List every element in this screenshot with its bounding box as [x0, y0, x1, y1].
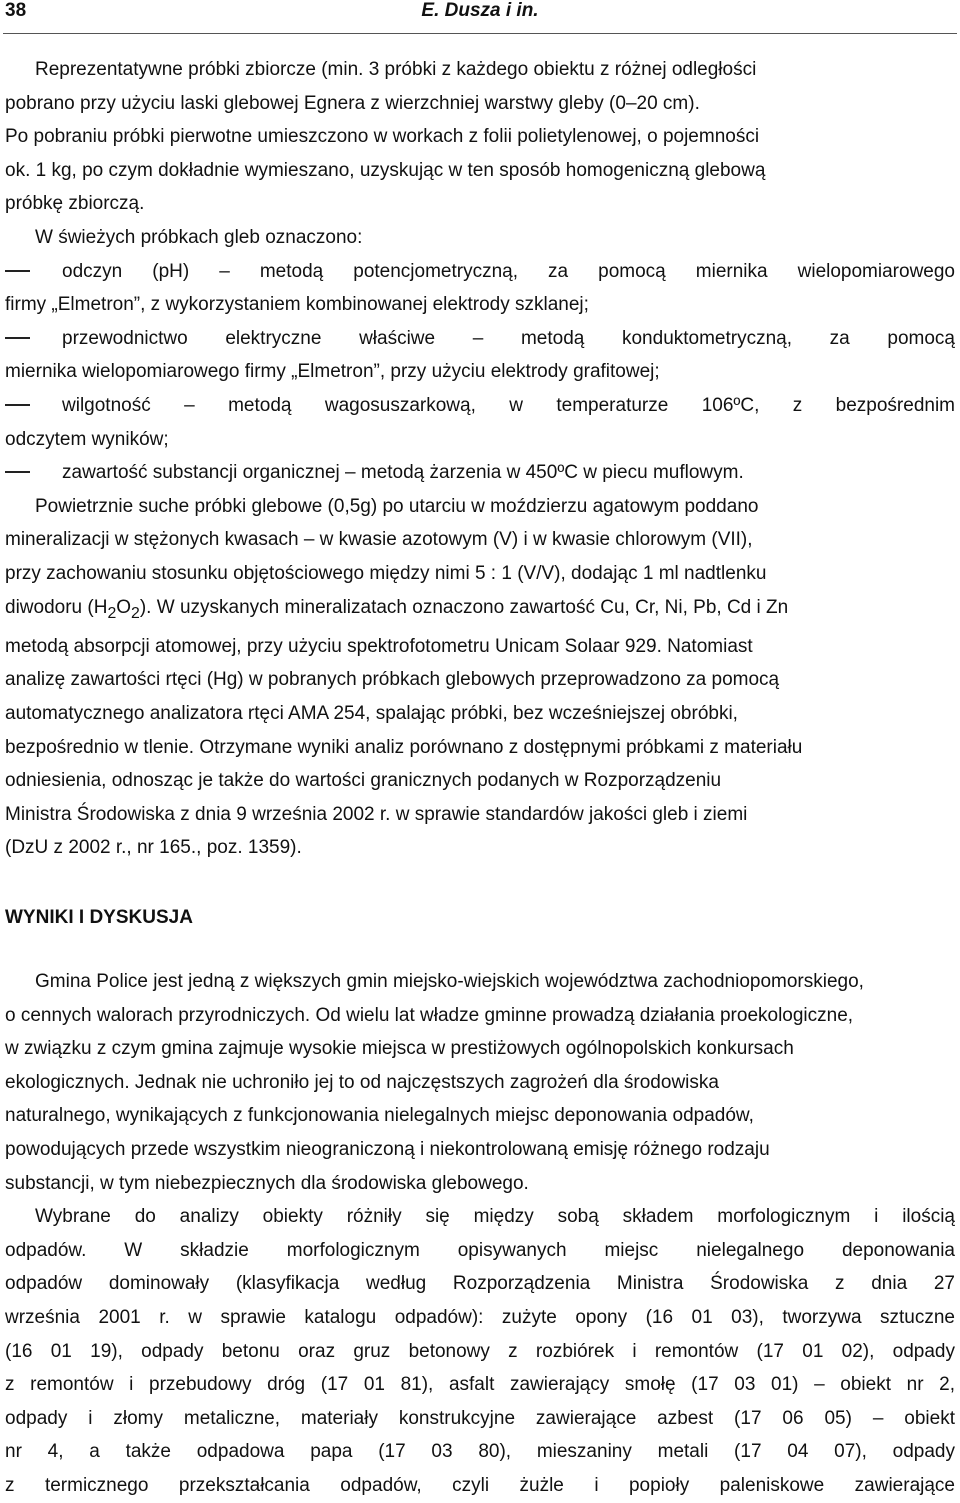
- mineralization-text-o: O: [116, 596, 132, 618]
- mineralization-text-end: ). W uzyskanych mineralizatach oznaczono zawartość Cu, Cr, Ni, Pb, Cd i Zn metodą absorpcji atomowej, przy użyciu spektrofotometru Unicam Solaar 929. Natomiast analizę zawartości rtęci (Hg) w pobranych próbkach glebowych przeprowadzono za pomocą automatycznego analizatora rtęci AMA 254, spalając próbki, bez wcześniejszej obróbki, bezpośrednio w tlenie. Otrzymane wyniki analiz porównano z dostępnymi próbkami z materiału odniesienia, odnosząc je także do wartości granicznych podanych w Rozporządzeniu Ministra Środowiska z dnia 9 września 2002 r. w sprawie standardów jakości gleb i ziemi (DzU z 2002 r., nr 165., poz. 1359).: [5, 596, 803, 859]
- list-item-continuation: odczytem wyników;: [5, 428, 169, 450]
- list-item-ph: [5, 255, 955, 322]
- header-divider: [3, 33, 957, 34]
- list-item-continuation: miernika wielopomiarowego firmy „Elmetron”, przy użyciu elektrody grafitowej;: [5, 361, 660, 383]
- results-paragraph-1: Gmina Police jest jedną z większych gmin miejsko-wiejskich województwa zachodniopomorskiego, o cennych walorach przyrodniczych. Od wielu lat władze gminne prowadzą działania proekologiczne, w związku z czym gmina zajmuje wysokie miejsca w prestiżowych ogólnopolskich konkursach ekologicznych. Jednak nie uchroniło jej to od najczęstszych zagrożeń dla środowiska naturalnego, wynikających z funkcjonowania nielegalnych miejsc deponowania odpadów, powodujących przede wszystkim nieograniczoną i niekontrolowaną emisję różnego rodzaju substancji, w tym niebezpiecznych dla środowiska glebowego.: [5, 971, 864, 1194]
- article-body: [5, 53, 955, 1503]
- section-heading: WYNIKI I DYSKUSJA: [5, 907, 193, 929]
- dash-bullet: [5, 270, 30, 272]
- list-item-moisture: [5, 389, 955, 456]
- list-item-continuation: firmy „Elmetron”, z wykorzystaniem kombinowanej elektrody szklanej;: [5, 294, 589, 316]
- methods-paragraph-mineralization: [5, 490, 955, 865]
- mineralization-text-start: Powietrznie suche próbki glebowe (0,5g) po utarciu w moździerzu agatowym poddano mineralizacji w stężonych kwasach – w kwasie azotowym (V) i w kwasie chlorowym (VII), przy zachowaniu stosunku objętościowego między nimi 5 : 1 (V/V), dodając 1 ml nadtlenku diwodoru (H: [5, 495, 767, 618]
- dash-bullet: [5, 471, 30, 473]
- list-item-text: wilgotność – metodą wagosuszarkową, w temperaturze 106ºC, z bezpośrednim: [62, 394, 955, 416]
- dash-bullet: [5, 337, 30, 339]
- list-item-text: odczyn (pH) – metodą potencjometryczną, za pomocą miernika wielopomiarowego: [62, 260, 955, 282]
- list-item-text: zawartość substancji organicznej – metodą żarzenia w 450ºC w piecu muflowym.: [62, 462, 744, 484]
- list-item-text: przewodnictwo elektryczne właściwe – metodą konduktometryczną, za pomocą: [62, 327, 955, 349]
- methods-list-intro: W świeżych próbkach gleb oznaczono:: [35, 226, 363, 248]
- results-paragraph-2: Wybrane do analizy obiekty różniły się między sobą składem morfologicznym i ilością odpadów. W składzie morfologicznym opisywanych miejsc nielegalnego deponowania odpadów dominowały (klasyfikacja według Rozporządzenia Ministra Środowiska z dnia 27 września 2001 r. w sprawie katalogu odpadów): zużyte opony (16 01 03), tworzywa sztuczne (16 01 19), odpady betonu oraz gruz betonowy z rozbiórek i remontów (17 01 02), odpady z remontów i przebudowy dróg (17 01 81), asfalt zawierający smołę (17 03 01) – obiekt nr 2, odpady i złomy metaliczne, materiały konstrukcyjne zawierające azbest (17 06 05) – obiekt nr 4, a także odpadowa papa (17 03 80), mieszaniny metali (17 04 07), odpady z termicznego przekształcania odpadów, czyli żużle i popioły paleniskowe zawierające: [5, 1206, 955, 1496]
- page-number: 38: [5, 0, 27, 21]
- list-item-organic-matter: [5, 456, 955, 490]
- running-title: E. Dusza i in.: [421, 0, 539, 21]
- subscript-2: 2: [107, 604, 117, 622]
- list-item-conductivity: [5, 322, 955, 389]
- subscript-2: 2: [131, 604, 140, 622]
- methods-paragraph-sampling: Reprezentatywne próbki zbiorcze (min. 3 próbki z każdego obiektu z różnej odległości pobrano przy użyciu laski glebowej Egnera z wierzchniej warstwy gleby (0–20 cm). Po pobraniu próbki pierwotne umieszczono w workach z folii polietylenowej, o pojemności ok. 1 kg, po czym dokładnie wymieszano, uzyskując w ten sposób homogeniczną glebową próbkę zbiorczą.: [5, 59, 766, 215]
- dash-bullet: [5, 404, 30, 406]
- running-header: [5, 0, 955, 30]
